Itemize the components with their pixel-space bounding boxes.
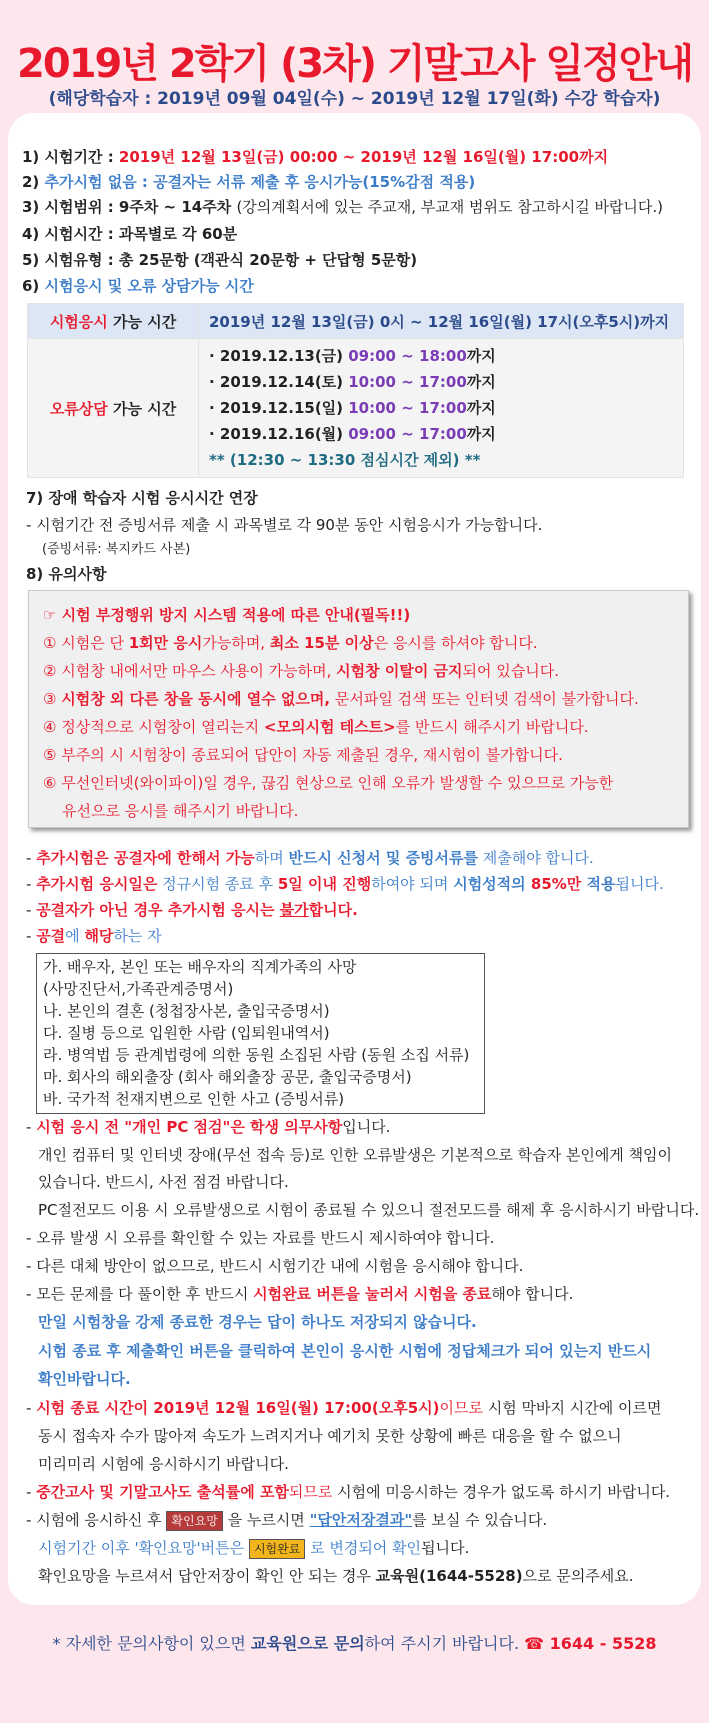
schedule-value-consult	[199, 339, 684, 478]
exam-complete-badge: 시험완료	[249, 1539, 305, 1559]
pc-check-4: PC절전모드 이용 시 오류발생으로 시험이 종료될 수 있으니 절전모드를 해제 후 응시하시기 바랍니다.	[38, 1201, 700, 1219]
pc-check-8: 만일 시험창을 강제 종료한 경우는 답이 하나도 저장되지 않습니다.	[38, 1313, 477, 1331]
lunch-note: ** (12:30 ~ 13:30 점심시간 제외) **	[209, 451, 481, 469]
notice-1: ① 시험은 단 1회만 응시가능하며, 최소 15분 이상은 응시를 하셔야 합니다.	[43, 634, 538, 652]
section-7-line2: (증빙서류: 복지카드 사본)	[42, 542, 191, 557]
pc-check-9: 시험 종료 후 제출확인 버튼을 클릭하여 본인이 응시한 시험에 정답체크가 되어 있는지 반드시	[38, 1342, 652, 1360]
slot-3: · 2019.12.15(일) 10:00 ~ 17:00까지	[209, 399, 496, 417]
rule-3: - 공결자가 아닌 경우 추가시험 응시는 불가합니다.	[26, 901, 358, 919]
case-item: 바. 국가적 천재지변으로 인한 사고 (증빙서류)	[43, 1090, 345, 1108]
item-no-makeup: 2) 추가시험 없음 : 공결자는 서류 제출 후 응시가능(15%감점 적용)	[22, 173, 476, 191]
footer-contact: * 자세한 문의사항이 있으면 교육원으로 문의하여 주시기 바랍니다. ☎ 1644 - 5528	[52, 1634, 657, 1653]
schedule-row-exam	[28, 304, 684, 339]
closing-3: 미리미리 시험에 응시하시기 바랍니다.	[38, 1455, 289, 1473]
header	[0, 0, 709, 120]
item-exam-time: 4) 시험시간 : 과목별로 각 60분	[22, 225, 238, 243]
page-subtitle: (해당학습자 : 2019년 09월 04일(수) ~ 2019년 12월 17일(화) 수강 학습자)	[48, 89, 661, 109]
schedule-label-exam: 시험응시 가능 시간	[28, 304, 199, 339]
page-title: 2019년 2학기 (3차) 기말고사 일정안내	[17, 41, 692, 87]
notice-6b: 유선으로 응시를 해주시기 바랍니다.	[62, 802, 299, 820]
item-exam-range: 3) 시험범위 : 9주차 ~ 14주차 (강의계획서에 있는 주교재, 부교재 범위도 참고하시길 바랍니다.)	[22, 198, 664, 216]
case-item: 마. 회사의 해외출장 (회사 해외출장 공문, 출입국증명서)	[43, 1068, 412, 1086]
case-item: (사망진단서,가족관계증명서)	[43, 980, 234, 998]
pc-check-3: 있습니다. 반드시, 사전 점검 바랍니다.	[38, 1173, 289, 1191]
notice-3: ③ 시험창 외 다른 창을 동시에 열수 없으며, 문서파일 검색 또는 인터넷 검색이 불가합니다.	[43, 690, 639, 708]
case-item: 라. 병역법 등 관계법령에 의한 동원 소집된 사람 (동원 소집 서류)	[43, 1046, 470, 1064]
excuse-case-box	[36, 953, 485, 1114]
schedule-row-consult	[28, 339, 684, 478]
slot-2: · 2019.12.14(토) 10:00 ~ 17:00까지	[209, 373, 496, 391]
rule-4: - 공결에 해당하는 자	[26, 927, 162, 945]
pc-check-1: - 시험 응시 전 "개인 PC 점검"은 학생 의무사항입니다.	[26, 1118, 391, 1136]
pc-check-7: - 모든 문제를 다 풀이한 후 반드시 시험완료 버튼을 눌러서 시험을 종료해야 합니다.	[26, 1285, 574, 1303]
schedule-label-consult: 오류상담 가능 시간	[28, 339, 199, 478]
closing-6: 시험기간 이후 '확인요망'버튼은 시험완료 로 변경되어 확인됩니다.	[38, 1539, 470, 1557]
notice-2: ② 시험창 내에서만 마우스 사용이 가능하며, 시험창 이탈이 금지되어 있습니다.	[43, 662, 560, 680]
item-exam-type: 5) 시험유형 : 총 25문항 (객관식 20문항 + 단답형 5문항)	[22, 251, 418, 269]
closing-2: 동시 접속자 수가 많아져 속도가 느려지거나 예기치 못한 상황에 빠른 대응을 할 수 없으니	[38, 1427, 622, 1445]
pc-check-2: 개인 컴퓨터 및 인터넷 장애(무선 접속 등)로 인한 오류발생은 기본적으로 학습자 본인에게 책임이	[38, 1146, 673, 1164]
item-consult-hours: 6) 시험응시 및 오류 상담가능 시간	[22, 277, 254, 295]
case-item: 나. 본인의 결혼 (청첩장사본, 출입국증명서)	[43, 1002, 330, 1020]
closing-4: - 중간고사 및 기말고사도 출석률에 포함되므로 시험에 미응시하는 경우가 없도록 하시기 바랍니다.	[26, 1483, 671, 1501]
notice-head: ☞ 시험 부정행위 방지 시스템 적용에 따른 안내(필독!!)	[43, 606, 411, 624]
section-7-title: 7) 장애 학습자 시험 응시시간 연장	[26, 489, 258, 507]
rule-1: - 추가시험은 공결자에 한해서 가능하며 반드시 신청서 및 증빙서류를 제출해야 합니다.	[26, 849, 594, 867]
case-item: 가. 배우자, 본인 또는 배우자의 직계가족의 사망	[43, 958, 357, 976]
closing-7: 확인요망을 누르셔서 답안저장이 확인 안 되는 경우 교육원(1644-5528)으로 문의주세요.	[38, 1567, 634, 1585]
case-item: 다. 질병 등으로 입원한 사람 (입퇴원내역서)	[43, 1024, 330, 1042]
notice-5: ⑤ 부주의 시 시험창이 종료되어 답안이 자동 제출된 경우, 재시험이 불가합니다.	[43, 746, 563, 764]
pc-check-5: - 오류 발생 시 오류를 확인할 수 있는 자료를 반드시 제시하여야 합니다.	[26, 1229, 495, 1247]
pc-check-10: 확인바랍니다.	[38, 1370, 131, 1388]
slot-4: · 2019.12.16(월) 09:00 ~ 17:00까지	[209, 425, 496, 443]
schedule-table	[27, 303, 684, 478]
section-7-line1: - 시험기간 전 증빙서류 제출 시 과목별로 각 90분 동안 시험응시가 가능합니다.	[26, 516, 543, 534]
slot-1: · 2019.12.13(금) 09:00 ~ 18:00까지	[209, 347, 496, 365]
notice-box	[28, 590, 689, 828]
pc-check-6: - 다른 대체 방안이 없으므로, 반드시 시험기간 내에 시험을 응시해야 합니다.	[26, 1257, 524, 1275]
notice-6a: ⑥ 무선인터넷(와이파이)일 경우, 끊김 현상으로 인해 오류가 발생할 수 있으므로 가능한	[43, 774, 614, 792]
closing-1: - 시험 종료 시간이 2019년 12월 16일(월) 17:00(오후5시)이므로 시험 막바지 시간에 이르면	[26, 1399, 662, 1417]
notice-4: ④ 정상적으로 시험창이 열리는지 <모의시험 테스트>를 반드시 해주시기 바랍니다.	[43, 718, 589, 736]
section-8-title: 8) 유의사항	[26, 565, 107, 583]
schedule-value-exam: 2019년 12월 13일(금) 0시 ~ 12월 16일(월) 17시(오후5시)까지	[199, 304, 684, 339]
item-exam-period: 1) 시험기간 : 2019년 12월 13일(금) 00:00 ~ 2019년 12월 16일(월) 17:00까지	[22, 148, 609, 166]
check-required-badge: 확인요망	[166, 1511, 222, 1531]
closing-5: - 시험에 응시하신 후 확인요망 을 누르시면 "답안저장결과"를 보실 수 있습니다.	[26, 1511, 548, 1529]
rule-2: - 추가시험 응시일은 정규시험 종료 후 5일 이내 진행하여야 되며 시험성적의 85%만 적용됩니다.	[26, 875, 664, 893]
